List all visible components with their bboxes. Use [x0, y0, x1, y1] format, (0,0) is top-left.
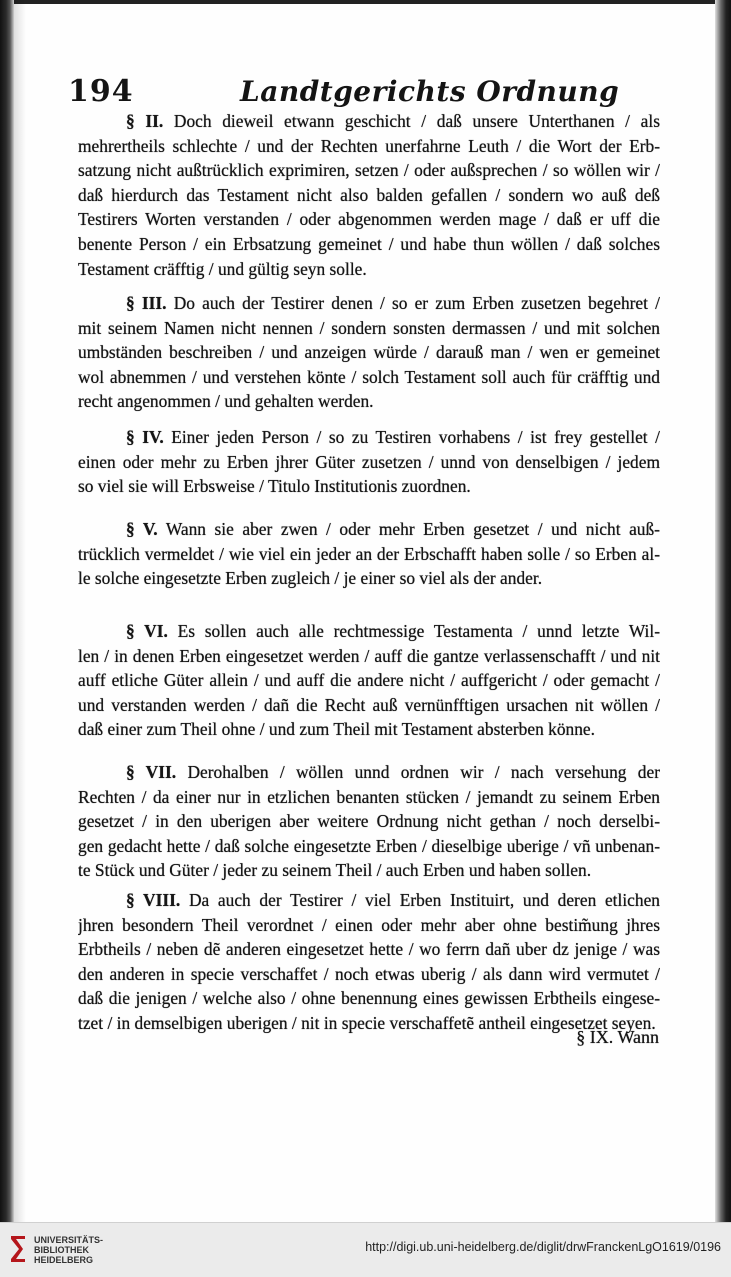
text-line: daß einer zum Theil ohne / und zum Theil mit Testament absterben könne. — [78, 719, 595, 740]
section-marker: § VI. — [126, 621, 168, 641]
text-line: umbständen beschreiben / und anzeigen würde / darauß man / wen er gemeinet — [78, 342, 660, 363]
line-text: Doch dieweil etwann geschicht / daß unsere Unterthanen / als — [173, 111, 660, 131]
text-line: Erbtheils / neben dẽ anderen eingesetzet hette / wo ferrn dañ uber dz jenige / was — [78, 939, 660, 960]
section-marker: § III. — [126, 293, 167, 313]
text-line: le solche eingesetzte Erben zugleich / je einer so viel als der ander. — [78, 568, 543, 589]
text-line: daß hierdurch das Testament nicht also balden gefallen / sondern wo auß deß — [78, 184, 660, 205]
text-line — [78, 291, 660, 316]
library-line: HEIDELBERG — [34, 1255, 94, 1265]
text-line: mit seinem Namen nicht nennen / sondern sonsten dermassen / und mit solchen — [78, 317, 660, 338]
scan-gutter-shadow — [14, 0, 26, 1222]
text-line — [78, 888, 660, 913]
section-marker: § VIII. — [126, 890, 181, 910]
library-line: BIBLIOTHEK — [34, 1245, 89, 1255]
text-line: len / in denen Erben eingesetzet werden / auff die gantze verlassenschafft / und nit — [78, 645, 660, 666]
scan-edge-top — [0, 0, 731, 4]
paragraph-section-7 — [78, 760, 660, 883]
viewer-footer — [0, 1222, 731, 1277]
line-text: Derohalben / wöllen unnd ordnen wir / nach versehung der — [187, 762, 660, 782]
page-header — [68, 74, 668, 112]
text-line: te Stück und Güter / jeder zu seinem Theil / auch Erben und haben sollen. — [78, 860, 592, 881]
text-line: jhren besondern Theil verordnet / einen oder mehr aber ohne bestim̃ung jhres — [78, 914, 660, 935]
paragraph-section-6 — [78, 619, 660, 742]
text-line: und verstanden werden / dañ die Recht auß vernünfftigen ursachen nit wöllen / — [78, 694, 660, 715]
text-line: einen oder mehr zu Erben jhrer Güter zusetzen / unnd von denselbigen / jedem — [78, 451, 660, 472]
line-text: Da auch der Testirer / viel Erben Instituirt, und deren etlichen — [188, 890, 660, 910]
text-line: recht angenommen / und gehalten werden. — [78, 391, 374, 412]
section-marker: § IV. — [126, 427, 164, 447]
text-line: Testament cräfftig / und gültig seyn solle. — [78, 258, 367, 279]
page-number: 194 — [68, 74, 134, 109]
text-line: tzet / in demselbigen uberigen / nit in specie verschaffetẽ antheil eingesetzet seyen. — [78, 1012, 656, 1033]
text-line: Testirers Worten verstanden / oder abgenommen werden mage / daß er uff die — [78, 209, 660, 230]
text-line: so viel sie will Erbsweise / Titulo Institutionis zuordnen. — [78, 476, 471, 497]
line-text: Es sollen auch alle rechtmessige Testamenta / unnd letzte Wil- — [177, 621, 660, 641]
section-marker: § VII. — [126, 762, 177, 782]
line-text: Do auch der Testirer denen / so er zum Erben zusetzen begehret / — [173, 293, 660, 313]
line-text: Einer jeden Person / so zu Testiren vorhabens / ist frey gestellet / — [171, 427, 660, 447]
line-text: Wann sie aber zwen / oder mehr Erben gesetzet / und nicht auß- — [165, 519, 660, 539]
paragraph-section-8 — [78, 888, 660, 1036]
catchword: § IX. Wann — [576, 1027, 659, 1047]
text-line — [78, 517, 660, 542]
text-line: daß die jenigen / welche also / ohne benennung eines gewissen Erbtheils eingese- — [78, 988, 660, 1009]
text-line — [78, 109, 660, 134]
text-line — [78, 760, 660, 785]
scan-edge-right — [715, 0, 731, 1222]
university-logo-icon[interactable] — [8, 1233, 28, 1265]
text-line: trücklich vermeldet / wie viel ein jeder an der Erbschafft haben solle / so Erben al- — [78, 543, 660, 564]
text-line — [78, 619, 660, 644]
text-line: mehrertheils schlechte / und der Rechten unerfahrne Leuth / die Wort der Erb- — [78, 135, 660, 156]
text-line: auff etliche Güter allein / und auff die andere nicht / auffgericht / oder gemacht / — [78, 670, 660, 691]
text-line: gesetzet / in den uberigen aber weitere Ordnung nicht gethan / noch derselbi- — [78, 811, 660, 832]
text-line: Rechten / da einer nur in etzlichen benanten stücken / jemandt zu seinem Erben — [78, 786, 660, 807]
text-line — [78, 425, 660, 450]
text-line: den anderen in specie verschaffet / noch etwas uberig / als dann wird vermutet / — [78, 963, 660, 984]
library-name — [34, 1235, 103, 1265]
text-line: wol abnemmen / und verstehen könte / solch Testament soll auch für cräfftig und — [78, 366, 660, 387]
running-title: Landtgerichts Ordnung — [240, 75, 620, 108]
section-marker: § II. — [126, 111, 164, 131]
permalink-url[interactable]: http://digi.ub.uni-heidelberg.de/diglit/drwFranckenLgO1619/0196 — [365, 1240, 721, 1254]
paragraph-section-2 — [78, 109, 660, 281]
section-marker: § V. — [126, 519, 158, 539]
text-line: benente Person / ein Erbsatzung gemeinet / und habe thun wöllen / daß solches — [78, 233, 660, 254]
text-line: satzung nicht außtrücklich exprimiren, setzen / oder außsprechen / so wöllen wir / — [78, 160, 660, 181]
paragraph-section-5 — [78, 517, 660, 591]
scan-edge-left — [0, 0, 14, 1222]
library-line: UNIVERSITÄTS- — [34, 1235, 104, 1245]
text-line: gen gedacht hette / daß solche eingesetzte Erben / dieselbige uberige / vñ unbenan- — [78, 835, 660, 856]
paragraph-section-3 — [78, 291, 660, 414]
paragraph-section-4 — [78, 425, 660, 499]
